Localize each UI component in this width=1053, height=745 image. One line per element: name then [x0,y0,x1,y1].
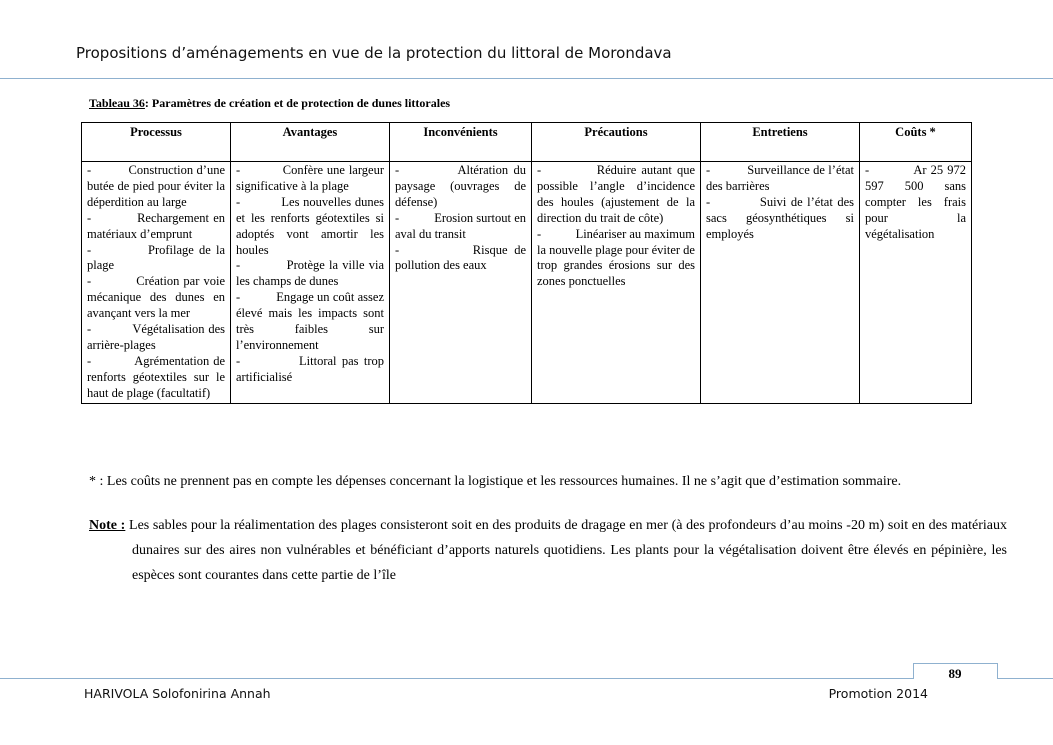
footer-rule-right [997,678,1053,679]
col-header-precautions: Précautions [532,123,701,162]
cell-precautions [532,162,701,404]
list-item: - Rechargement en matériaux d’emprunt [87,210,225,241]
footer-promotion: Promotion 2014 [828,686,928,701]
list-item: - Littoral pas trop artificialisé [236,353,384,384]
col-header-inconvenients: Inconvénients [390,123,532,162]
page-header-title: Propositions d’aménagements en vue de la protection du littoral de Morondava [76,44,672,62]
col-header-processus: Processus [82,123,231,162]
list-item: - Agrémentation de renforts géotextiles sur le haut de plage (facultatif) [87,353,225,400]
table-header-row [82,123,972,162]
cell-processus [82,162,231,404]
footer-author: HARIVOLA Solofonirina Annah [84,686,271,701]
cell-entretiens [701,162,860,404]
list-item: - Engage un coût assez élevé mais les impacts sont très faibles sur l’environnement [236,290,384,352]
list-item: - Ar 25 972 597 500 sans compter les frais pour la végétalisation [865,163,966,241]
note-paragraph [89,513,1007,588]
cell-avantages [231,162,390,404]
list-item: - Végétalisation des arrière-plages [87,322,225,352]
page-number: 89 [948,666,962,681]
table-caption-text: : Paramètres de création et de protection de dunes littorales [144,96,451,110]
list-item: - Les nouvelles dunes et les renforts géotextiles si adoptés vont amortir les houles [236,194,384,257]
list-item: - Réduire autant que possible l’angle d’incidence des houles (ajustement de la direction du trait de côte) [537,163,695,225]
list-item: - Surveillance de l’état des barrières [706,163,854,193]
col-header-couts: Coûts * [860,123,972,162]
list-item: - Linéariser au maximum la nouvelle plage pour éviter de trop grandes érosions sur des zones ponctuelles [537,226,695,289]
list-item: - Création par voie mécanique des dunes en avançant vers la mer [87,274,225,321]
cell-inconvenients [390,162,532,404]
footer-rule [0,678,913,679]
note-text: Les sables pour la réalimentation des plages consisteront soit en des produits de dragage en mer (à des profondeurs d’au moins -20 m) soit en des matériaux dunaires sur des aires non vulnérables et bénéficiant d’apports naturels quotidiens. Les plants pour la végétalisation doivent être élevés en pépinière, les espèces sont courantes dans cette partie de l’île [125,518,1008,583]
cost-footnote: * : Les coûts ne prennent pas en compte les dépenses concernant la logistique et les ressources humaines. Il ne s’agit que d’estimation sommaire. [89,474,902,489]
parameters-table [81,122,972,404]
table-caption-label: Tableau 36 [89,96,145,110]
table-row [82,162,972,404]
list-item: - Suivi de l’état des sacs géosynthétiques si employés [706,194,854,241]
list-item: - Altération du paysage (ouvrages de défense) [395,163,526,209]
col-header-entretiens: Entretiens [701,123,860,162]
list-item: - Confère une largeur significative à la plage [236,163,384,193]
list-item: - Construction d’une butée de pied pour éviter la déperdition au large [87,163,225,209]
table-caption [89,96,450,111]
col-header-avantages: Avantages [231,123,390,162]
list-item: - Erosion surtout en aval du transit [395,210,526,241]
header-rule [0,78,1053,79]
list-item: - Profilage de la plage [87,242,225,273]
note-label: Note : [89,518,126,533]
cell-couts [860,162,972,404]
list-item: - Protège la ville via les champs de dunes [236,258,384,289]
list-item: - Risque de pollution des eaux [395,242,526,273]
